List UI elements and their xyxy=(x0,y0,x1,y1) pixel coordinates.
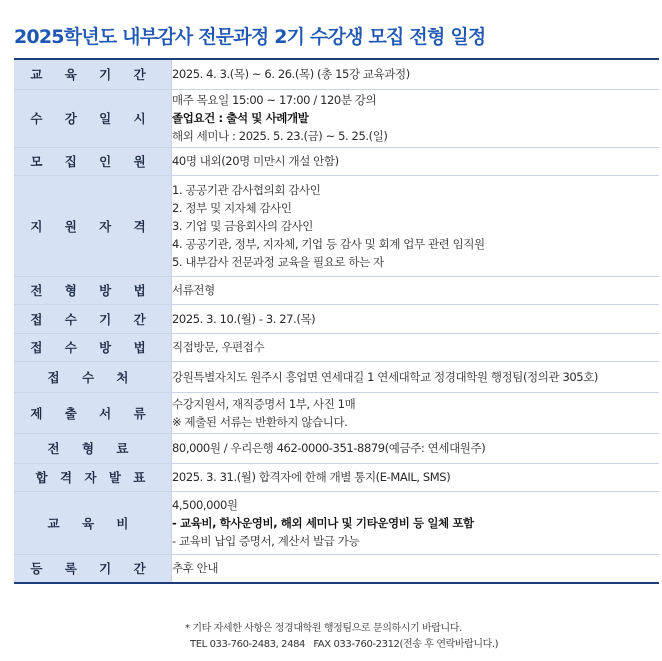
row-value-line: 80,000원 / 우리은행 462-0000-351-8879(예금주: 연세대원주) xyxy=(172,441,486,455)
table-row xyxy=(14,89,659,147)
row-value xyxy=(172,147,660,175)
table-row xyxy=(14,433,659,463)
footer-inquiry-text: * 기타 자세한 사항은 정경대학원 행정팀으로 문의하시기 바랍니다. xyxy=(185,623,462,634)
footer-contact-text: TEL 033-760-2483, 2484 FAX 033-760-2312(전송 후 연락바랍니다.) xyxy=(190,639,499,650)
row-value xyxy=(172,59,660,89)
row-value xyxy=(172,463,660,491)
row-value-line: ※ 제출된 서류는 반환하지 않습니다. xyxy=(172,414,348,429)
table-row xyxy=(14,333,659,361)
schedule-table-body xyxy=(14,59,659,583)
row-value xyxy=(172,491,660,554)
row-label: 접 수 기 간 xyxy=(14,304,172,333)
row-value-line: 매주 목요일 15:00 ~ 17:00 / 120분 강의 xyxy=(172,93,377,107)
row-label: 등 록 기 간 xyxy=(14,554,172,583)
row-value xyxy=(172,433,660,463)
row-value-line: 4. 공공기관, 정부, 지자체, 기업 등 감사 및 회계 업무 관련 임직원 xyxy=(172,236,485,251)
row-value xyxy=(172,175,660,276)
row-value xyxy=(172,304,660,333)
row-label: 수 강 일 시 xyxy=(14,89,172,147)
row-value-line: 해외 세미나 : 2025. 5. 23.(금) ~ 5. 25.(일) xyxy=(172,129,388,143)
table-row xyxy=(14,361,659,392)
row-value-line: 3. 기업 및 금융회사의 감사인 xyxy=(172,218,313,233)
row-label: 전 형 료 xyxy=(14,433,172,463)
table-row xyxy=(14,304,659,333)
row-value-line: 1. 공공기관 감사협의회 감사인 xyxy=(172,182,321,197)
row-value xyxy=(172,89,660,147)
table-row xyxy=(14,175,659,276)
table-row xyxy=(14,491,659,554)
row-value-line: - 교육비, 학사운영비, 해외 세미나 및 기타운영비 등 일체 포함 xyxy=(172,515,474,530)
table-row xyxy=(14,463,659,491)
row-value-line: 2025. 3. 10.(월) - 3. 27.(목) xyxy=(172,311,316,326)
row-label: 전 형 방 법 xyxy=(14,276,172,304)
table-row xyxy=(14,59,659,89)
row-value-line: 2025. 3. 31.(월) 합격자에 한해 개별 통지(E-MAIL, SMS) xyxy=(172,470,451,484)
row-value-line: 2025. 4. 3.(목) ~ 6. 26.(목) (총 15강 교육과정) xyxy=(172,67,410,82)
row-value xyxy=(172,361,660,392)
row-value-line: - 교육비 납입 증명서, 계산서 발급 가능 xyxy=(172,533,360,548)
row-label: 접 수 방 법 xyxy=(14,333,172,361)
row-value-line: 직접방문, 우편접수 xyxy=(172,340,265,354)
row-label: 교 육 기 간 xyxy=(14,59,172,89)
table-row xyxy=(14,276,659,304)
row-label: 합 격 자 발 표 xyxy=(14,463,172,491)
row-value xyxy=(172,392,660,433)
row-label: 교 육 비 xyxy=(14,491,172,554)
row-value-line: 4,500,000원 xyxy=(172,497,238,512)
row-value xyxy=(172,554,660,583)
row-value-line: 2. 정부 및 지자체 감사인 xyxy=(172,200,292,215)
row-value xyxy=(172,276,660,304)
row-value-line: 40명 내외(20명 미만시 개설 안함) xyxy=(172,154,339,168)
row-value-line: 서류전형 xyxy=(172,283,215,297)
row-value-line: 추후 안내 xyxy=(172,561,219,576)
row-label: 모 집 인 원 xyxy=(14,147,172,175)
schedule-table xyxy=(14,58,659,584)
row-value xyxy=(172,333,660,361)
table-row xyxy=(14,147,659,175)
row-label: 접 수 처 xyxy=(14,361,172,392)
footer-note xyxy=(185,621,498,653)
row-label: 지 원 자 격 xyxy=(14,175,172,276)
page-title: 2025학년도 내부감사 전문과정 2기 수강생 모집 전형 일정 xyxy=(14,26,486,48)
row-value-line: 졸업요건 : 출석 및 사례개발 xyxy=(172,111,309,125)
row-value-line: 수강지원서, 재직증명서 1부, 사진 1매 xyxy=(172,396,356,411)
row-value-line: 5. 내부감사 전문과정 교육을 필요로 하는 자 xyxy=(172,254,384,269)
table-row xyxy=(14,554,659,583)
row-value-line: 강원특별자치도 원주시 흥업면 연세대길 1 연세대학교 정경대학원 행정팀(정의관 305호) xyxy=(172,369,598,384)
table-row xyxy=(14,392,659,433)
row-label: 제 출 서 류 xyxy=(14,392,172,433)
